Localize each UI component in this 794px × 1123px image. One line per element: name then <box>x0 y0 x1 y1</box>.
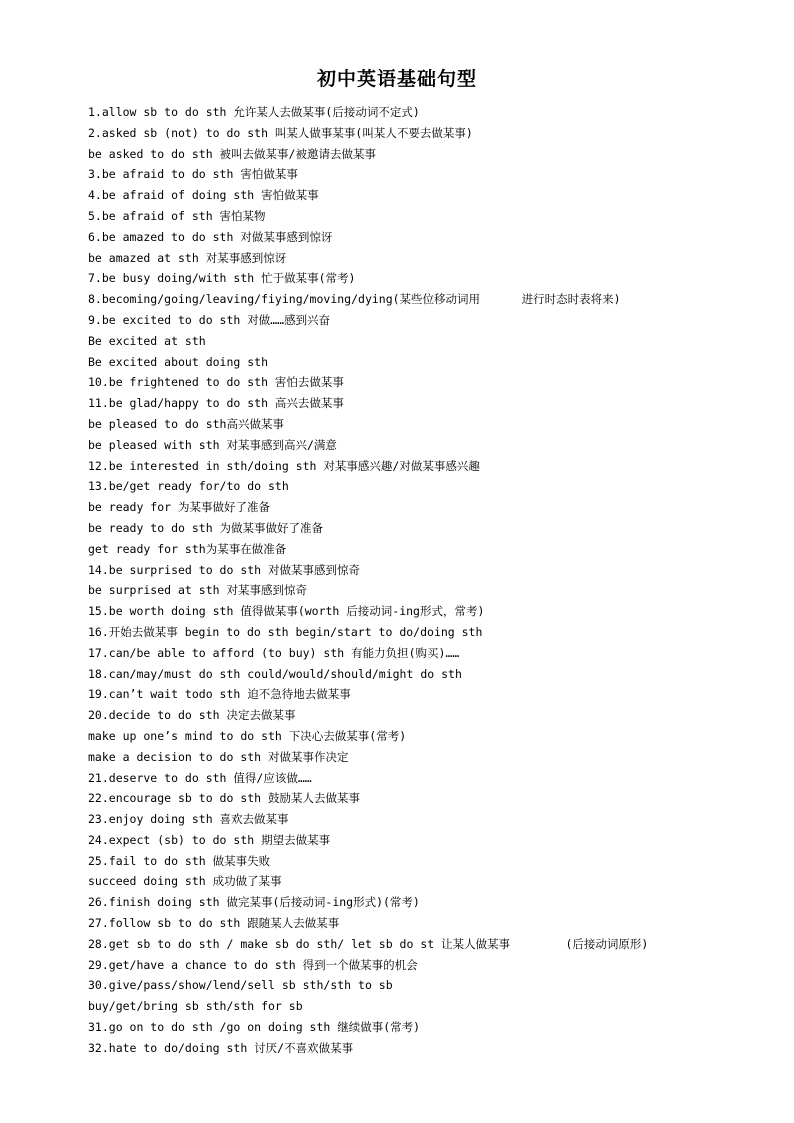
pattern-line: succeed doing sth 成功做了某事 <box>88 874 282 889</box>
pattern-line: 31.go on to do sth /go on doing sth 继续做事(常考) <box>88 1020 421 1035</box>
pattern-line: 5.be afraid of sth 害怕某物 <box>88 208 266 223</box>
pattern-line: 1.allow sb to do sth 允许某人去做某事(后接动词不定式) <box>88 105 420 119</box>
pattern-line: 20.decide to do sth 决定去做某事 <box>88 708 296 723</box>
pattern-line: 4.be afraid of doing sth 害怕做某事 <box>88 188 319 203</box>
pattern-line: 17.can/be able to afford (to buy) sth 有能力负担(购买)…… <box>88 645 460 660</box>
pattern-line: 3.be afraid to do sth 害怕做某事 <box>88 167 298 182</box>
pattern-line: 16.开始去做某事 begin to do sth begin/start to do/doing sth <box>88 624 483 639</box>
pattern-line: be ready to do sth 为做某事做好了准备 <box>88 520 324 535</box>
pattern-line: 18.can/may/must do sth could/would/should/might do sth <box>88 666 462 681</box>
pattern-line: make a decision to do sth 对做某事作决定 <box>88 749 349 764</box>
pattern-line: 10.be frightened to do sth 害怕去做某事 <box>88 375 344 390</box>
pattern-line: 29.get/have a chance to do sth 得到一个做某事的机会 <box>88 957 418 972</box>
pattern-line: 28.get sb to do sth / make sb do sth/ let sb do st 让某人做某事 (后接动词原形) <box>88 936 649 951</box>
pattern-line: Be excited about doing sth <box>88 354 269 369</box>
pattern-line: 11.be glad/happy to do sth 高兴去做某事 <box>88 396 344 411</box>
pattern-line: be asked to do sth 被叫去做某事/被邀请去做某事 <box>88 146 376 161</box>
pattern-line: be pleased with sth 对某事感到高兴/满意 <box>88 437 337 452</box>
pattern-line: 13.be/get ready for/to do sth <box>88 479 289 494</box>
pattern-line: make up one’s mind to do sth 下决心去做某事(常考) <box>88 728 407 743</box>
pattern-line: 22.encourage sb to do sth 鼓励某人去做某事 <box>88 791 361 806</box>
pattern-line: 7.be busy doing/with sth 忙于做某事(常考) <box>88 271 356 286</box>
pattern-line: be ready for 为某事做好了准备 <box>88 500 271 515</box>
pattern-line: Be excited at sth <box>88 333 206 348</box>
pattern-line: buy/get/bring sb sth/sth for sb <box>88 999 303 1014</box>
pattern-line: 23.enjoy doing sth 喜欢去做某事 <box>88 812 289 827</box>
pattern-line: get ready for sth为某事在做准备 <box>88 541 287 556</box>
pattern-line: be amazed at sth 对某事感到惊讶 <box>88 250 287 265</box>
pattern-line: 25.fail to do sth 做某事失败 <box>88 853 271 868</box>
pattern-line: 24.expect (sb) to do sth 期望去做某事 <box>88 832 331 847</box>
pattern-line: 2.asked sb (not) to do sth 叫某人做事某事(叫某人不要去做某事) <box>88 125 473 140</box>
pattern-line: 21.deserve to do sth 值得/应该做…… <box>88 770 312 785</box>
pattern-line: 12.be interested in sth/doing sth 对某事感兴趣/对做某事感兴趣 <box>88 458 480 473</box>
pattern-line: be pleased to do sth高兴做某事 <box>88 416 284 431</box>
pattern-line: 26.finish doing sth 做完某事(后接动词-ing形式)(常考) <box>88 895 420 910</box>
pattern-line: 15.be worth doing sth 值得做某事(worth 后接动词-ing形式，常考) <box>88 604 485 619</box>
pattern-line: 27.follow sb to do sth 跟随某人去做某事 <box>88 916 340 931</box>
sentence-pattern-list <box>88 102 768 1059</box>
pattern-line: 14.be surprised to do sth 对做某事感到惊奇 <box>88 562 361 577</box>
pattern-line: be surprised at sth 对某事感到惊奇 <box>88 583 307 598</box>
pattern-line: 8.becoming/going/leaving/fiying/moving/dying(某些位移动词用 进行时态时表将来) <box>88 292 621 307</box>
pattern-line: 32.hate to do/doing sth 讨厌/不喜欢做某事 <box>88 1040 354 1055</box>
page-title: 初中英语基础句型 <box>316 68 477 90</box>
pattern-line: 9.be excited to do sth 对做……感到兴奋 <box>88 312 331 327</box>
pattern-line: 30.give/pass/show/lend/sell sb sth/sth to sb <box>88 978 393 993</box>
pattern-line: 6.be amazed to do sth 对做某事感到惊讶 <box>88 229 333 244</box>
pattern-line: 19.can’t wait todo sth 迫不急待地去做某事 <box>88 687 351 702</box>
